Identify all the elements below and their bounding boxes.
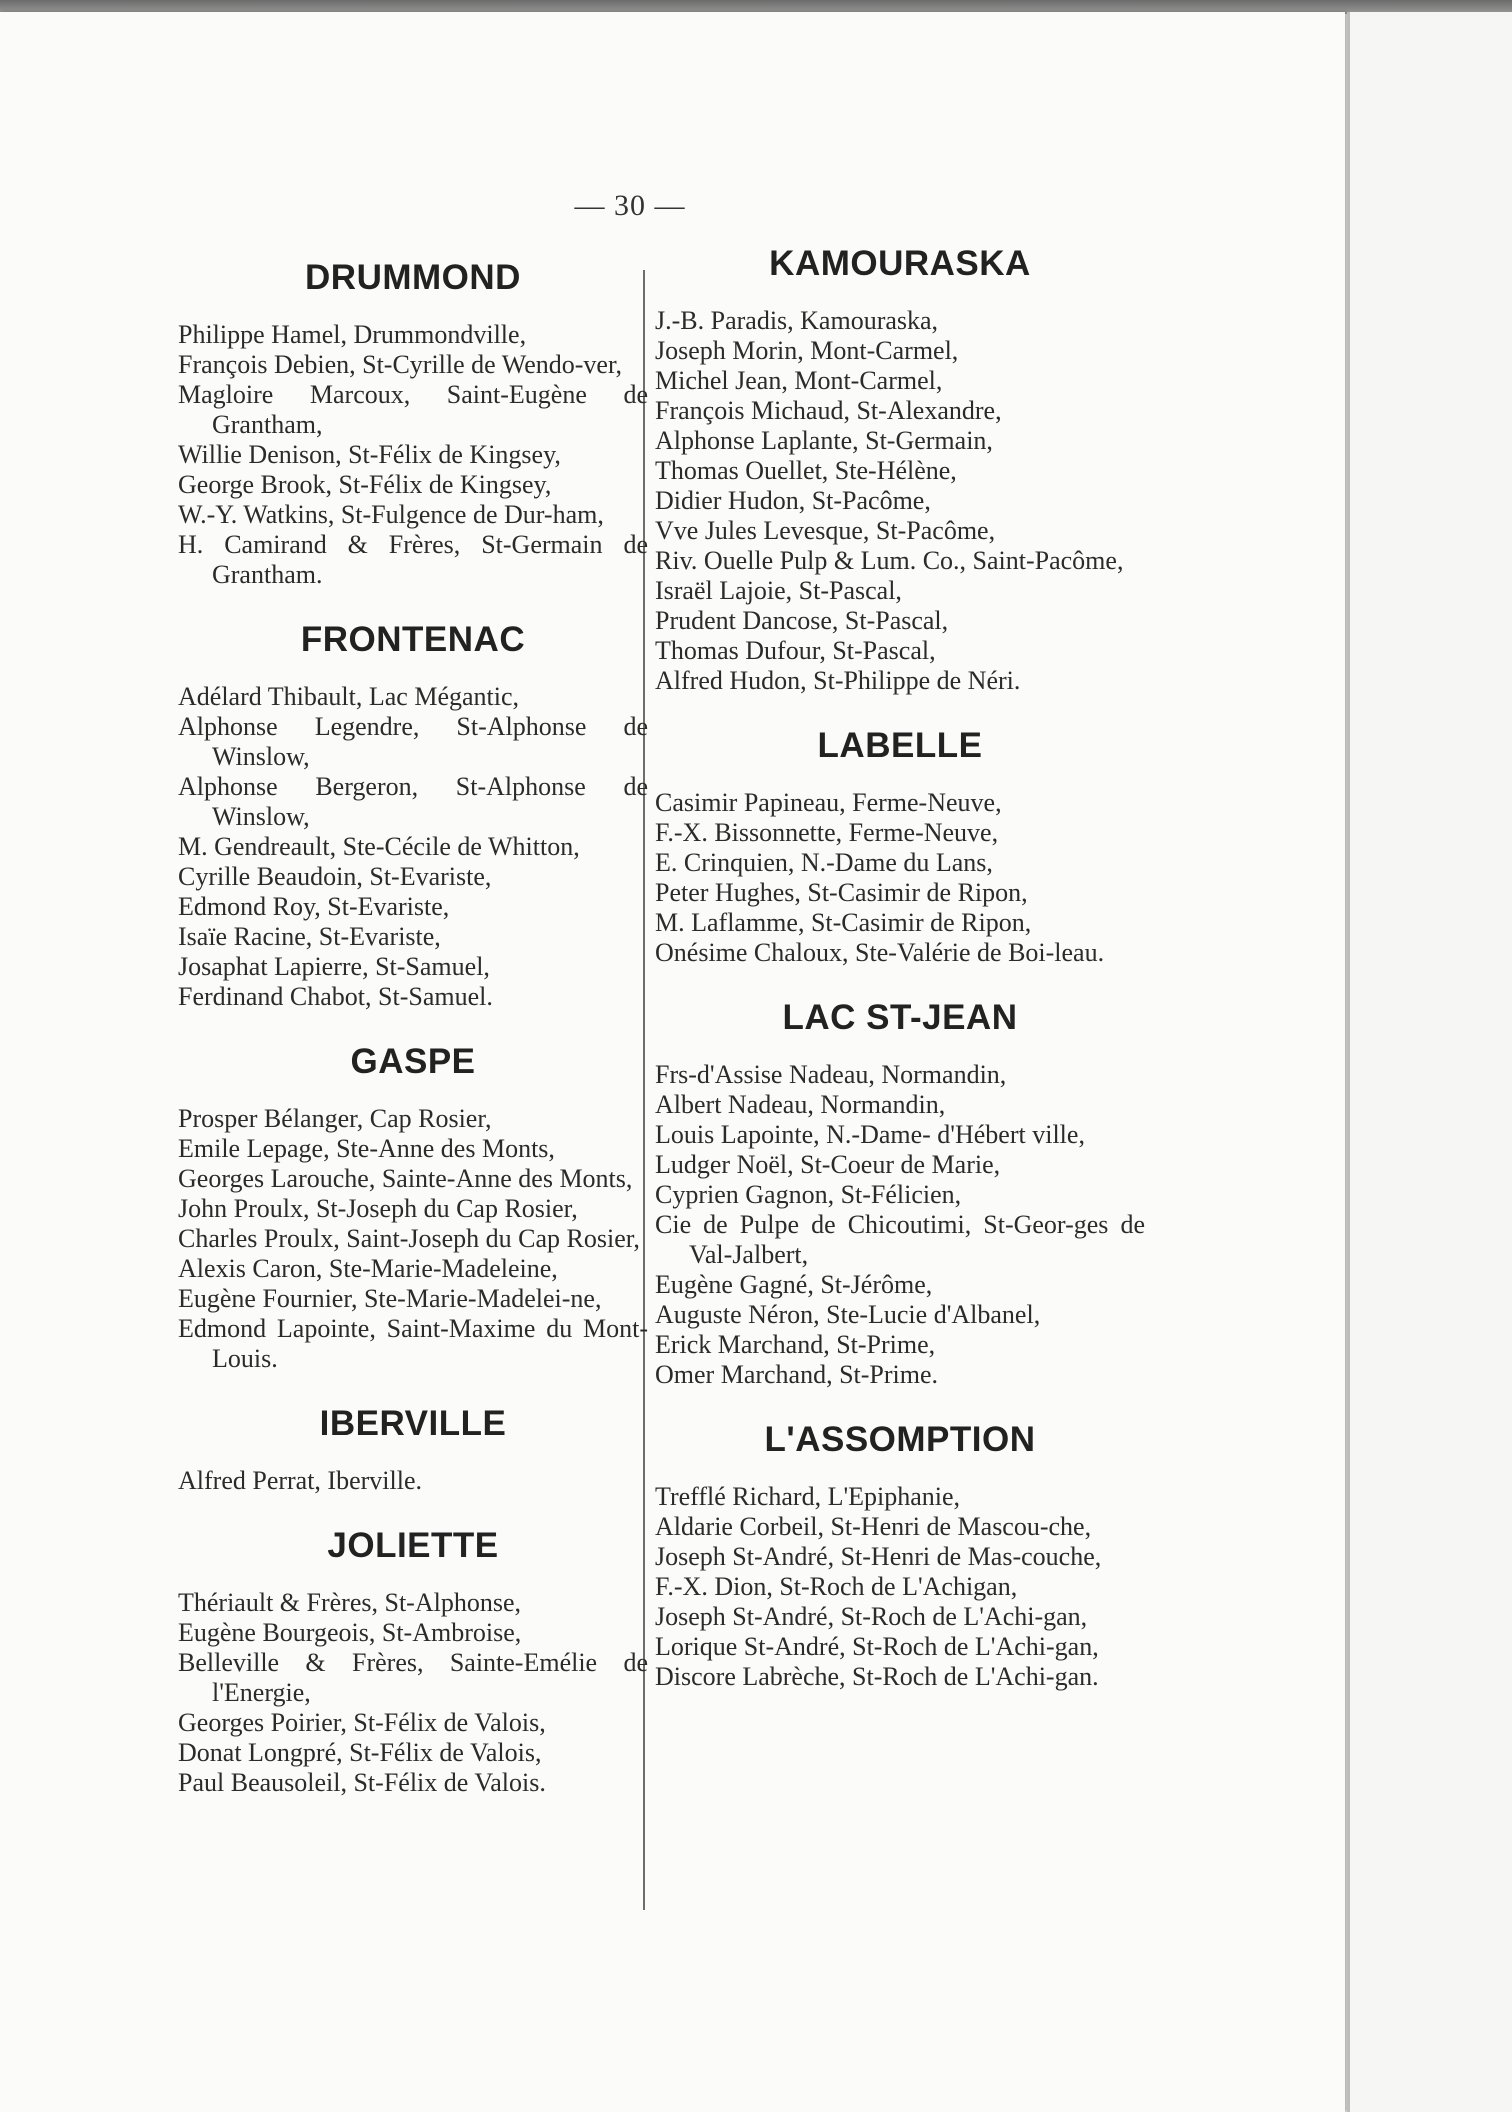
- list-item: Ferdinand Chabot, St-Samuel.: [178, 982, 493, 1011]
- county-section: [178, 620, 648, 1012]
- list-item: Cyprien Gagnon, St-Félicien,: [655, 1180, 962, 1209]
- entry-list: [178, 682, 648, 1012]
- list-item: Eugène Fournier, Ste-Marie-Madelei-ne,: [178, 1284, 602, 1313]
- list-item: Josaphat Lapierre, St-Samuel,: [178, 952, 490, 981]
- county-heading: KAMOURASKA: [769, 244, 1031, 283]
- list-item: Paul Beausoleil, St-Félix de Valois.: [178, 1768, 546, 1797]
- list-item: Willie Denison, St-Félix de Kingsey,: [178, 440, 561, 469]
- list-item: Onésime Chaloux, Ste-Valérie de Boi-leau.: [655, 938, 1105, 967]
- list-item: Charles Proulx, Saint-Joseph du Cap Rosier,: [178, 1224, 640, 1253]
- county-section: [178, 258, 648, 590]
- county-section: [655, 726, 1145, 968]
- list-item: Frs-d'Assise Nadeau, Normandin,: [655, 1060, 1007, 1089]
- entry-list: [178, 320, 648, 590]
- list-item: Joseph St-André, St-Henri de Mas-couche,: [655, 1542, 1102, 1571]
- county-section: [655, 244, 1145, 696]
- list-item: Adélard Thibault, Lac Mégantic,: [178, 682, 520, 711]
- list-item: Riv. Ouelle Pulp & Lum. Co., Saint-Pacôme,: [655, 546, 1124, 575]
- list-item: Cyrille Beaudoin, St-Evariste,: [178, 862, 492, 891]
- list-item: M. Gendreault, Ste-Cécile de Whitton,: [178, 832, 580, 861]
- list-item: F.-X. Dion, St-Roch de L'Achigan,: [655, 1572, 1018, 1601]
- page-number: — 30 —: [574, 189, 686, 222]
- list-item: Lorique St-André, St-Roch de L'Achi-gan,: [655, 1632, 1099, 1661]
- list-item: George Brook, St-Félix de Kingsey,: [178, 470, 552, 499]
- county-heading: L'ASSOMPTION: [764, 1420, 1036, 1459]
- county-heading: GASPE: [350, 1042, 476, 1081]
- list-item: Michel Jean, Mont-Carmel,: [655, 366, 943, 395]
- list-item: François Debien, St-Cyrille de Wendo-ver,: [178, 350, 623, 379]
- document-page: [0, 12, 1345, 2112]
- list-item: Cie de Pulpe de Chicoutimi, St-Geor-ges de Val-Jalbert,: [655, 1210, 1145, 1269]
- list-item: Peter Hughes, St-Casimir de Ripon,: [655, 878, 1028, 907]
- list-item: Discore Labrèche, St-Roch de L'Achi-gan.: [655, 1662, 1099, 1691]
- entry-list: [178, 1588, 648, 1798]
- list-item: Louis Lapointe, N.-Dame- d'Hébert ville,: [655, 1120, 1085, 1149]
- list-item: Donat Longpré, St-Félix de Valois,: [178, 1738, 542, 1767]
- list-item: Philippe Hamel, Drummondville,: [178, 320, 527, 349]
- list-item: F.-X. Bissonnette, Ferme-Neuve,: [655, 818, 999, 847]
- list-item: Trefflé Richard, L'Epiphanie,: [655, 1482, 961, 1511]
- list-item: Omer Marchand, St-Prime.: [655, 1360, 939, 1389]
- entry-list: [178, 1466, 648, 1496]
- list-item: Magloire Marcoux, Saint-Eugène de Grantham,: [178, 380, 648, 439]
- list-item: E. Crinquien, N.-Dame du Lans,: [655, 848, 993, 877]
- county-heading: FRONTENAC: [300, 620, 526, 659]
- list-item: Alfred Hudon, St-Philippe de Néri.: [655, 666, 1021, 695]
- list-item: Vve Jules Levesque, St-Pacôme,: [655, 516, 996, 545]
- list-item: Thériault & Frères, St-Alphonse,: [178, 1588, 521, 1617]
- list-item: John Proulx, St-Joseph du Cap Rosier,: [178, 1194, 578, 1223]
- list-item: Alphonse Laplante, St-Germain,: [655, 426, 993, 455]
- list-item: Alphonse Bergeron, St-Alphonse de Winslow,: [178, 772, 648, 831]
- list-item: Belleville & Frères, Sainte-Emélie de l'Energie,: [178, 1648, 648, 1707]
- list-item: Thomas Ouellet, Ste-Hélène,: [655, 456, 957, 485]
- list-item: Alphonse Legendre, St-Alphonse de Winslow,: [178, 712, 648, 771]
- left-column: [178, 258, 648, 1828]
- county-heading: DRUMMOND: [305, 258, 521, 297]
- list-item: Albert Nadeau, Normandin,: [655, 1090, 946, 1119]
- list-item: Thomas Dufour, St-Pascal,: [655, 636, 936, 665]
- county-heading: LABELLE: [817, 726, 983, 765]
- list-item: Joseph St-André, St-Roch de L'Achi-gan,: [655, 1602, 1088, 1631]
- entry-list: [655, 1060, 1145, 1390]
- county-section: [655, 998, 1145, 1390]
- list-item: Edmond Roy, St-Evariste,: [178, 892, 450, 921]
- list-item: Emile Lepage, Ste-Anne des Monts,: [178, 1134, 555, 1163]
- list-item: Eugène Bourgeois, St-Ambroise,: [178, 1618, 522, 1647]
- adjacent-page-edge: [1347, 12, 1512, 2112]
- county-section: [178, 1526, 648, 1798]
- list-item: J.-B. Paradis, Kamouraska,: [655, 306, 939, 335]
- list-item: Georges Poirier, St-Félix de Valois,: [178, 1708, 546, 1737]
- list-item: Georges Larouche, Sainte-Anne des Monts,: [178, 1164, 633, 1193]
- county-heading: JOLIETTE: [327, 1526, 499, 1565]
- county-section: [178, 1404, 648, 1496]
- county-section: [178, 1042, 648, 1374]
- list-item: Auguste Néron, Ste-Lucie d'Albanel,: [655, 1300, 1041, 1329]
- list-item: Joseph Morin, Mont-Carmel,: [655, 336, 959, 365]
- list-item: Edmond Lapointe, Saint-Maxime du Mont-Louis.: [178, 1314, 648, 1373]
- list-item: Isaïe Racine, St-Evariste,: [178, 922, 441, 951]
- list-item: Alexis Caron, Ste-Marie-Madeleine,: [178, 1254, 558, 1283]
- list-item: Aldarie Corbeil, St-Henri de Mascou-che,: [655, 1512, 1092, 1541]
- county-heading: LAC ST-JEAN: [782, 998, 1018, 1037]
- right-column: [655, 244, 1145, 1722]
- list-item: Erick Marchand, St-Prime,: [655, 1330, 936, 1359]
- list-item: Prudent Dancose, St-Pascal,: [655, 606, 949, 635]
- list-item: Prosper Bélanger, Cap Rosier,: [178, 1104, 492, 1133]
- list-item: W.-Y. Watkins, St-Fulgence de Dur-ham,: [178, 500, 604, 529]
- entry-list: [655, 306, 1145, 696]
- list-item: Casimir Papineau, Ferme-Neuve,: [655, 788, 1002, 817]
- list-item: Alfred Perrat, Iberville.: [178, 1466, 423, 1495]
- entry-list: [655, 1482, 1145, 1692]
- entry-list: [178, 1104, 648, 1374]
- list-item: M. Laflamme, St-Casimir de Ripon,: [655, 908, 1032, 937]
- list-item: Israël Lajoie, St-Pascal,: [655, 576, 902, 605]
- county-heading: IBERVILLE: [319, 1404, 507, 1443]
- list-item: H. Camirand & Frères, St-Germain de Grantham.: [178, 530, 648, 589]
- entry-list: [655, 788, 1145, 968]
- list-item: François Michaud, St-Alexandre,: [655, 396, 1002, 425]
- list-item: Didier Hudon, St-Pacôme,: [655, 486, 931, 515]
- list-item: Ludger Noël, St-Coeur de Marie,: [655, 1150, 1001, 1179]
- list-item: Eugène Gagné, St-Jérôme,: [655, 1270, 933, 1299]
- county-section: [655, 1420, 1145, 1692]
